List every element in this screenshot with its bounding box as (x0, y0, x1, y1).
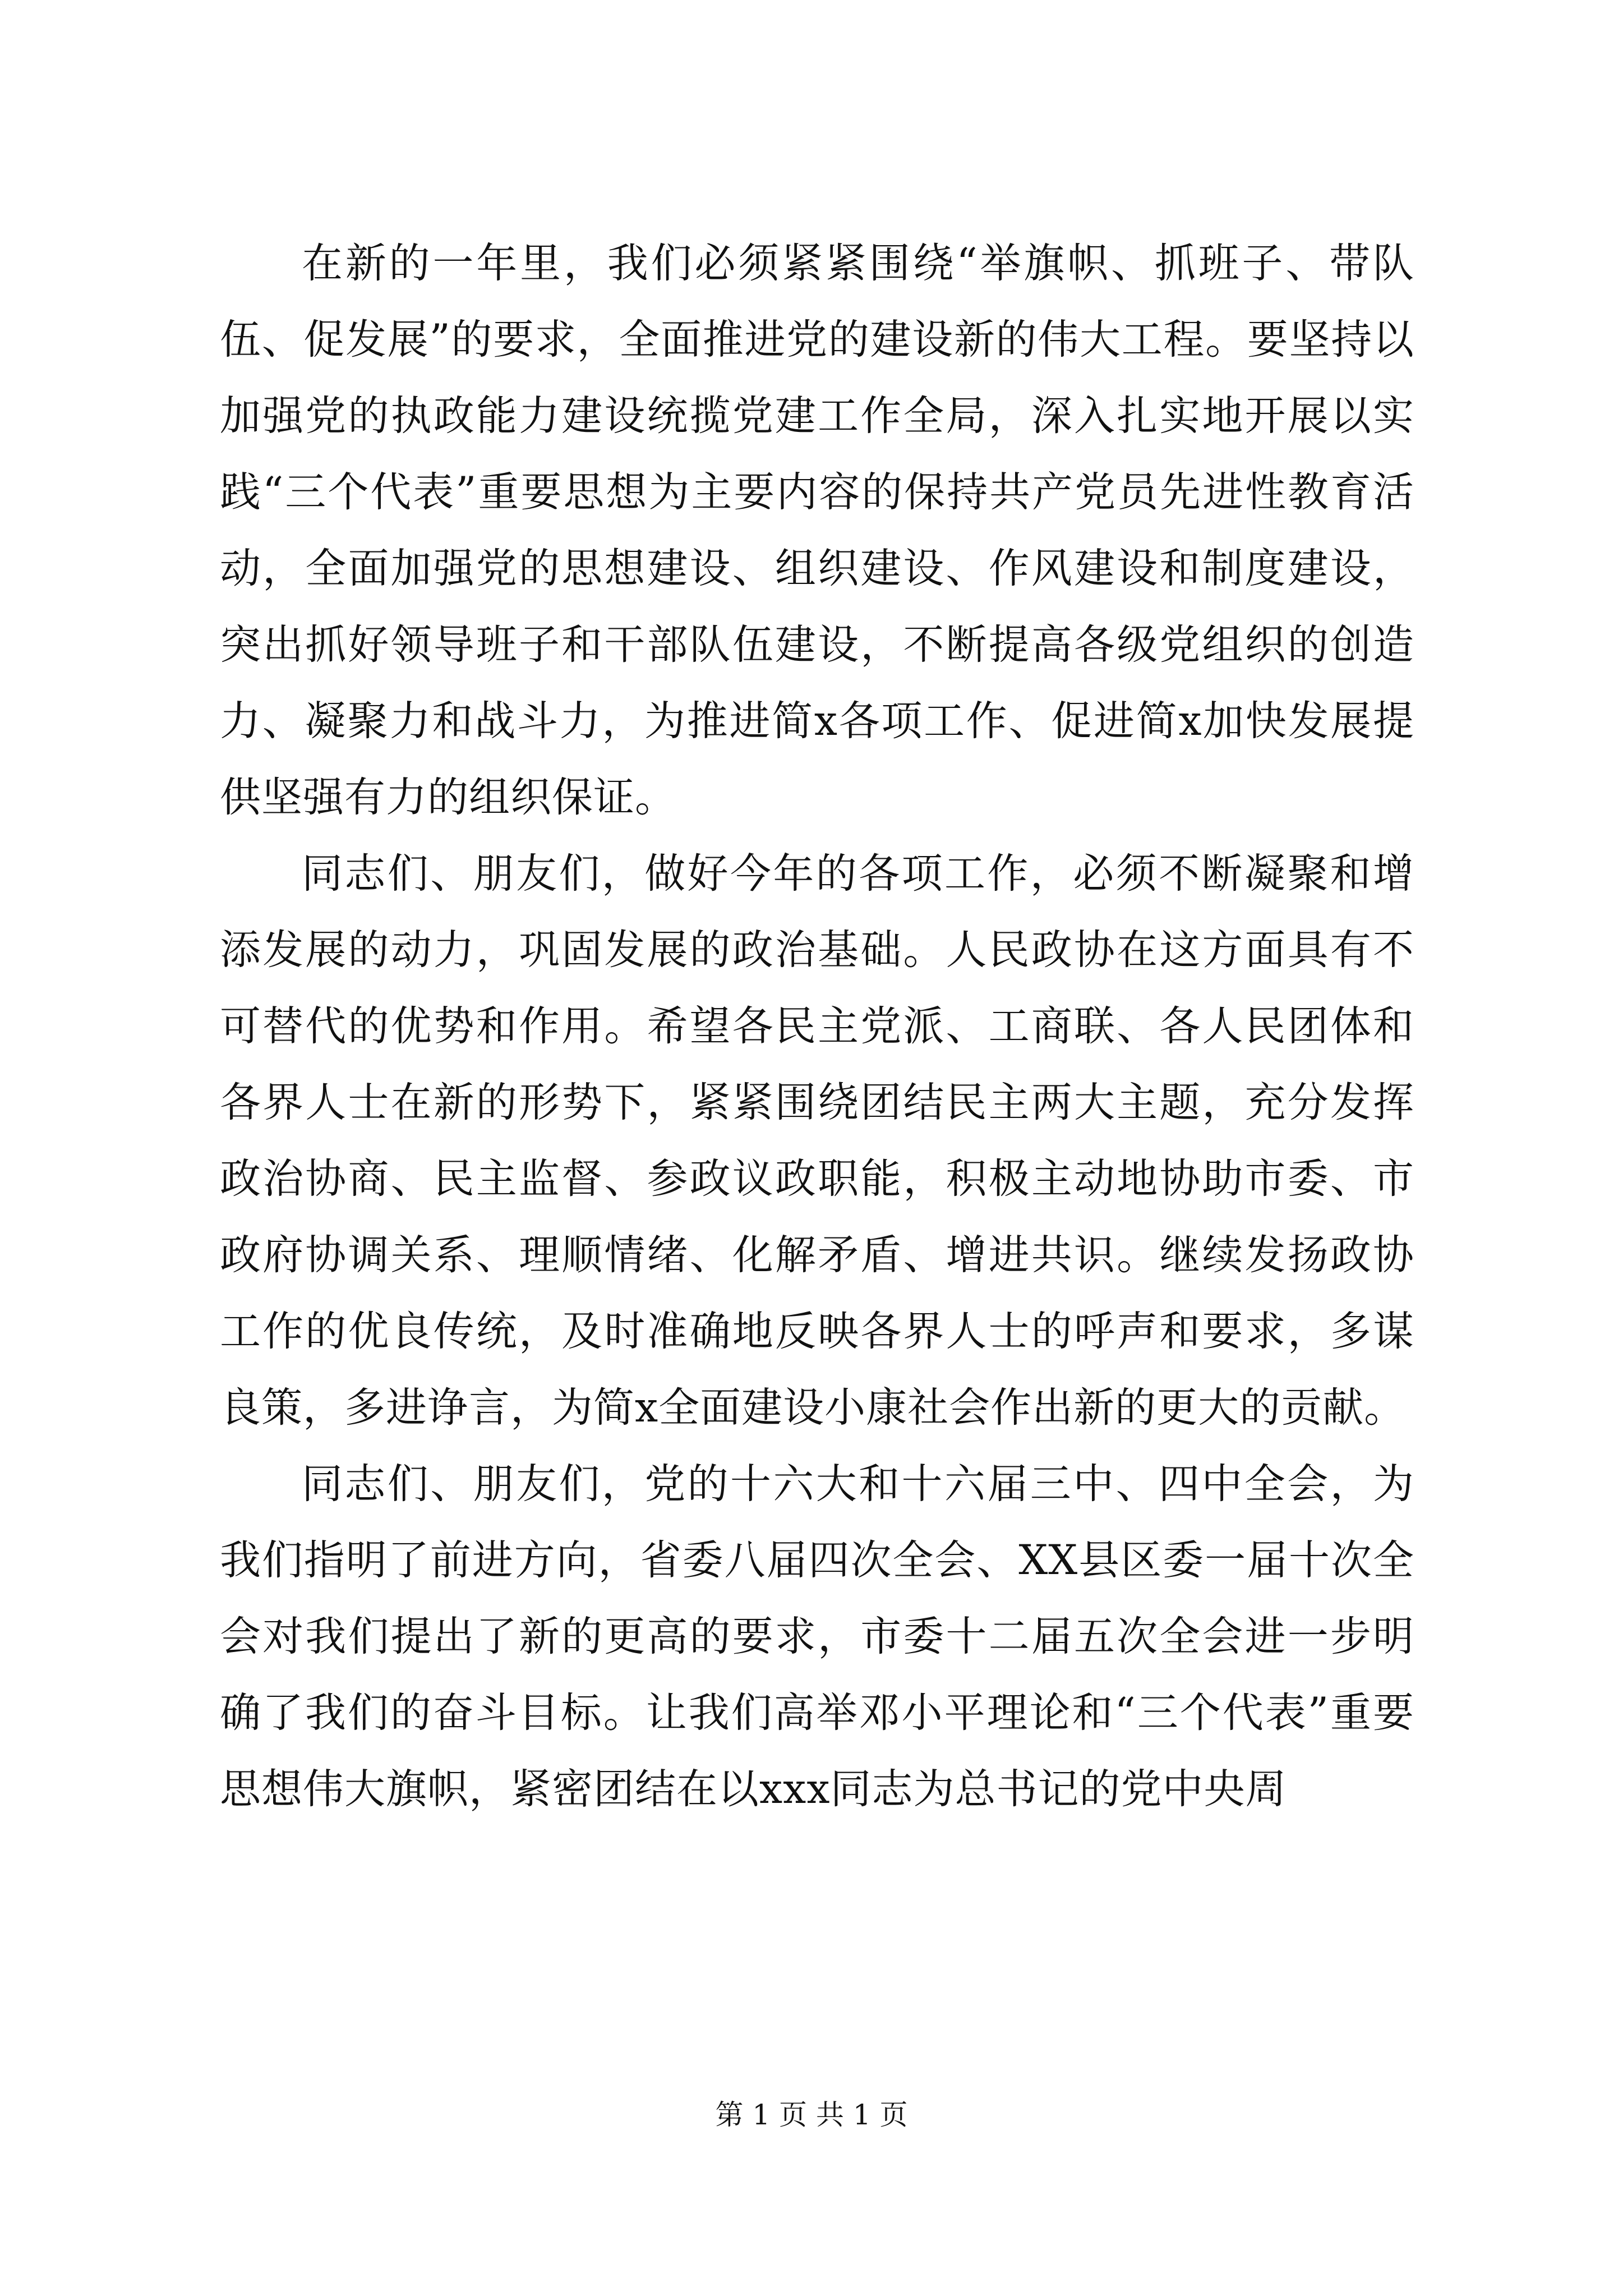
document-body (220, 226, 1414, 1828)
paragraph-3: 同志们、朋友们，党的十六大和十六届三中、四中全会，为我们指明了前进方向，省委八届四次全会、XX县区委一届十次全会对我们提出了新的更高的要求，市委十二届五次全会进一步明确了我们的奋斗目标。让我们高举邓小平理论和“三个代表”重要思想伟大旗帜，紧密团结在以xxx同志为总书记的党中央周 (220, 1460, 1414, 1813)
paragraph-1: 在新的一年里，我们必须紧紧围绕“举旗帜、抓班子、带队伍、促发展”的要求，全面推进党的建设新的伟大工程。要坚持以加强党的执政能力建设统揽党建工作全局，深入扎实地开展以实践“三个代表”重要思想为主要内容的保持共产党员先进性教育活动，全面加强党的思想建设、组织建设、作风建设和制度建设，突出抓好领导班子和干部队伍建设，不断提高各级党组织的创造力、凝聚力和战斗力，为推进简x各项工作、促进简x加快发展提供坚强有力的组织保证。 (220, 240, 1414, 821)
paragraph-2: 同志们、朋友们，做好今年的各项工作，必须不断凝聚和增添发展的动力，巩固发展的政治基础。人民政协在这方面具有不可替代的优势和作用。希望各民主党派、工商联、各人民团体和各界人士在新的形势下，紧紧围绕团结民主两大主题，充分发挥政治协商、民主监督、参政议政职能，积极主动地协助市委、市政府协调关系、理顺情绪、化解矛盾、增进共识。继续发扬政协工作的优良传统，及时准确地反映各界人士的呼声和要求，多谋良策，多进诤言，为简x全面建设小康社会作出新的更大的贡献。 (220, 850, 1414, 1432)
page-footer: 第 1 页 共 1 页 (715, 2099, 908, 2131)
